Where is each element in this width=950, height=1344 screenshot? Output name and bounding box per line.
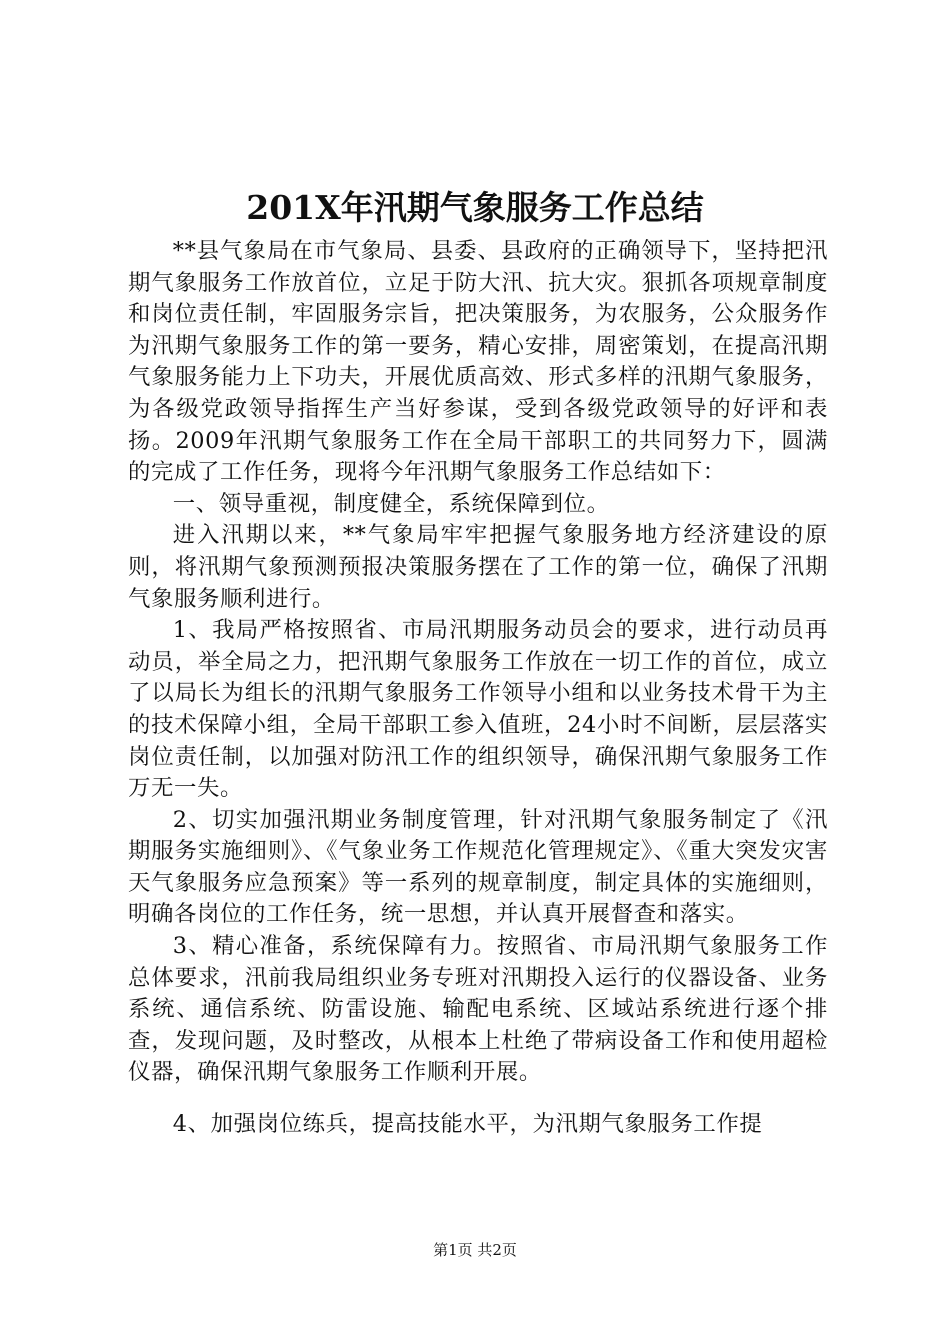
paragraph-section-intro: 进入汛期以来，**气象局牢牢把握气象服务地方经济建设的原则，将汛期气象预测预报决策服务摆在了工作的第一位，确保了汛期气象服务顺利进行。: [128, 522, 828, 612]
paragraph-item-2: 2、切实加强汛期业务制度管理，针对汛期气象服务制定了《汛期服务实施细则》、《气象业务工作规范化管理规定》、《重大突发灾害天气象服务应急预案》等一系列的规章制度，制定具体的实施细则，明确各岗位的工作任务，统一思想，并认真开展督查和落实。: [128, 806, 828, 928]
page-number-footer: 第1页 共2页: [433, 1241, 517, 1259]
paragraph-item-4: 4、加强岗位练兵，提高技能水平，为汛期气象服务工作提: [172, 1111, 763, 1138]
paragraph-item-1: 1、我局严格按照省、市局汛期服务动员会的要求，进行动员再动员，举全局之力，把汛期气象服务工作放在一切工作的首位，成立了以局长为组长的汛期气象服务工作领导小组和以业务技术骨干为主的技术保障小组，全局干部职工参入值班，24小时不间断，层层落实岗位责任制，以加强对防汛工作的组织领导，确保汛期气象服务工作万无一失。: [128, 617, 828, 802]
paragraph-item-3: 3、精心准备，系统保障有力。按照省、市局汛期气象服务工作总体要求，汛前我局组织业务专班对汛期投入运行的仪器设备、业务系统、通信系统、防雷设施、输配电系统、区域站系统进行逐个排查，发现问题，及时整改，从根本上杜绝了带病设备工作和使用超检仪器，确保汛期气象服务工作顺利开展。: [128, 933, 828, 1086]
paragraph-section-heading: 一、领导重视，制度健全，系统保障到位。: [172, 490, 610, 517]
document-body: [128, 236, 828, 1141]
paragraph-intro: **县气象局在市气象局、县委、县政府的正确领导下，坚持把汛期气象服务工作放首位，立足于防大汛、抗大灾。狠抓各项规章制度和岗位责任制，牢固服务宗旨，把决策服务，为农服务，公众服务作为汛期气象服务工作的第一要务，精心安排，周密策划，在提高汛期气象服务能力上下功夫，开展优质高效、形式多样的汛期气象服务，为各级党政领导指挥生产当好参谋，受到各级党政领导的好评和表扬。2009年汛期气象服务工作在全局干部职工的共同努力下，圆满的完成了工作任务，现将今年汛期气象服务工作总结如下：: [128, 238, 828, 486]
document-title: 201X年汛期气象服务工作总结: [246, 188, 704, 227]
